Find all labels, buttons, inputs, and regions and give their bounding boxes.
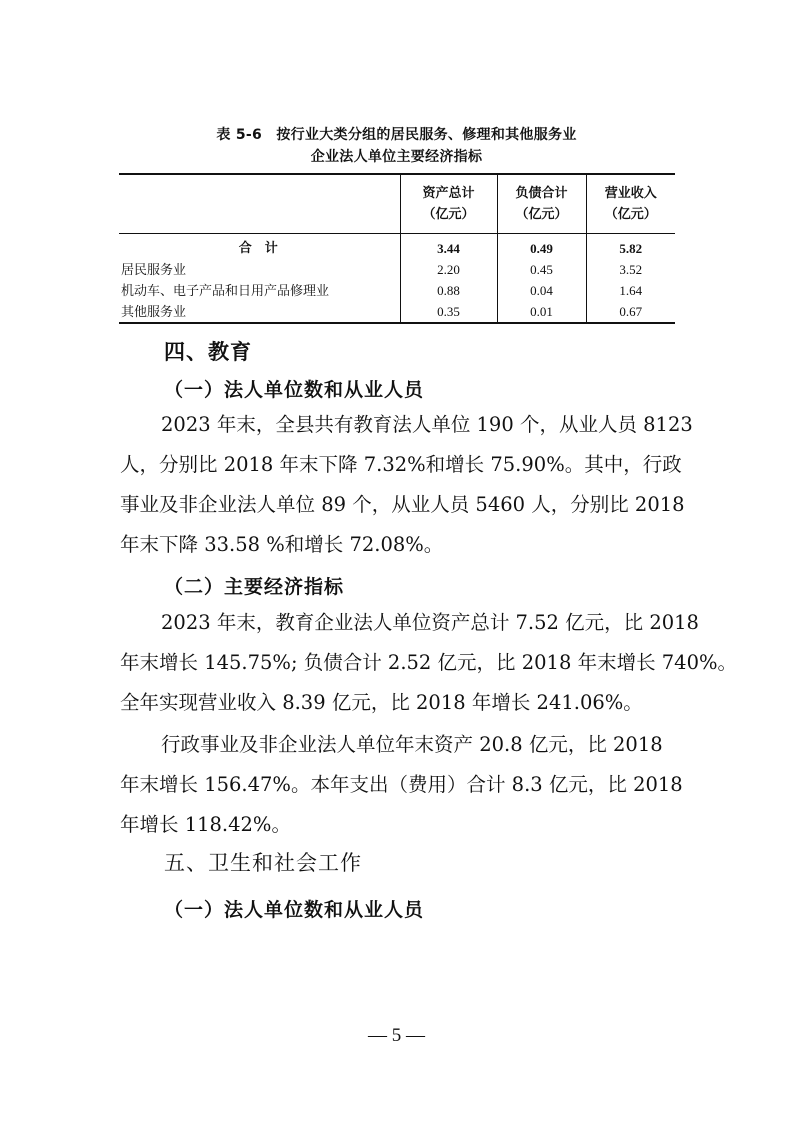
text-line: 2023 年末，全县共有教育法人单位 190 个，从业人员 8123 [161, 413, 693, 436]
text-line: 行政事业及非企业法人单位年末资产 20.8 亿元，比 2018 [161, 733, 663, 756]
row-name: 其他服务业 [121, 304, 187, 319]
table-row [119, 280, 675, 301]
page-number: — 5 — [368, 1025, 425, 1046]
row-name: 合 计 [238, 241, 278, 256]
paragraph-enterprise-indicators [120, 603, 738, 723]
table-row [119, 259, 675, 280]
row-name: 机动车、电子产品和日用产品修理业 [121, 283, 330, 298]
text-line: 全年实现营业收入 8.39 亿元，比 2018 年增长 241.06%。 [120, 691, 643, 714]
subheading-units-employees-health: （一）法人单位数和从业人员 [164, 899, 425, 921]
cell-assets: 3.44 [400, 234, 497, 260]
cell-revenue: 3.52 [586, 259, 675, 280]
header-assets: 资产总计 （亿元） [400, 174, 497, 234]
table-title-line2: 企业法人单位主要经济指标 [310, 149, 483, 165]
cell-liabilities: 0.45 [497, 259, 586, 280]
cell-assets: 0.35 [400, 301, 497, 323]
table-title-line1: 表 5-6 按行业大类分组的居民服务、修理和其他服务业 [216, 127, 577, 143]
section-heading-health-social-work: 五、卫生和社会工作 [164, 851, 362, 875]
cell-revenue: 5.82 [586, 234, 675, 260]
paragraph-nonenterprise-indicators [120, 725, 683, 845]
text-line: 年末增长 156.47%。本年支出（费用）合计 8.3 亿元，比 2018 [120, 773, 683, 796]
cell-revenue: 1.64 [586, 280, 675, 301]
text-line: 事业及非企业法人单位 89 个，从业人员 5460 人，分别比 2018 [120, 493, 685, 516]
cell-liabilities: 0.04 [497, 280, 586, 301]
cell-liabilities: 0.01 [497, 301, 586, 323]
text-line: 年末下降 33.58 %和增长 72.08%。 [120, 533, 444, 556]
cell-liabilities: 0.49 [497, 234, 586, 260]
subheading-units-employees: （一）法人单位数和从业人员 [164, 379, 425, 401]
section-heading-education: 四、教育 [164, 340, 252, 364]
paragraph-education-units [120, 405, 693, 565]
cell-assets: 0.88 [400, 280, 497, 301]
cell-revenue: 0.67 [586, 301, 675, 323]
text-line: 人，分别比 2018 年末下降 7.32%和增长 75.90%。其中，行政 [120, 453, 682, 476]
text-line: 年增长 118.42%。 [120, 813, 291, 836]
table-row-total [119, 234, 675, 260]
row-name: 居民服务业 [121, 262, 187, 277]
header-revenue: 营业收入 （亿元） [586, 174, 675, 234]
table-header-row [119, 174, 675, 234]
subheading-economic-indicators: （二）主要经济指标 [164, 576, 345, 598]
text-line: 年末增长 145.75%; 负债合计 2.52 亿元，比 2018 年末增长 740%。 [120, 651, 738, 674]
cell-assets: 2.20 [400, 259, 497, 280]
table-row [119, 301, 675, 323]
text-line: 2023 年末，教育企业法人单位资产总计 7.52 亿元，比 2018 [161, 611, 699, 634]
header-liabilities: 负债合计 （亿元） [497, 174, 586, 234]
table-title [0, 124, 793, 168]
economic-indicators-table [119, 173, 675, 324]
header-industry [119, 174, 400, 234]
